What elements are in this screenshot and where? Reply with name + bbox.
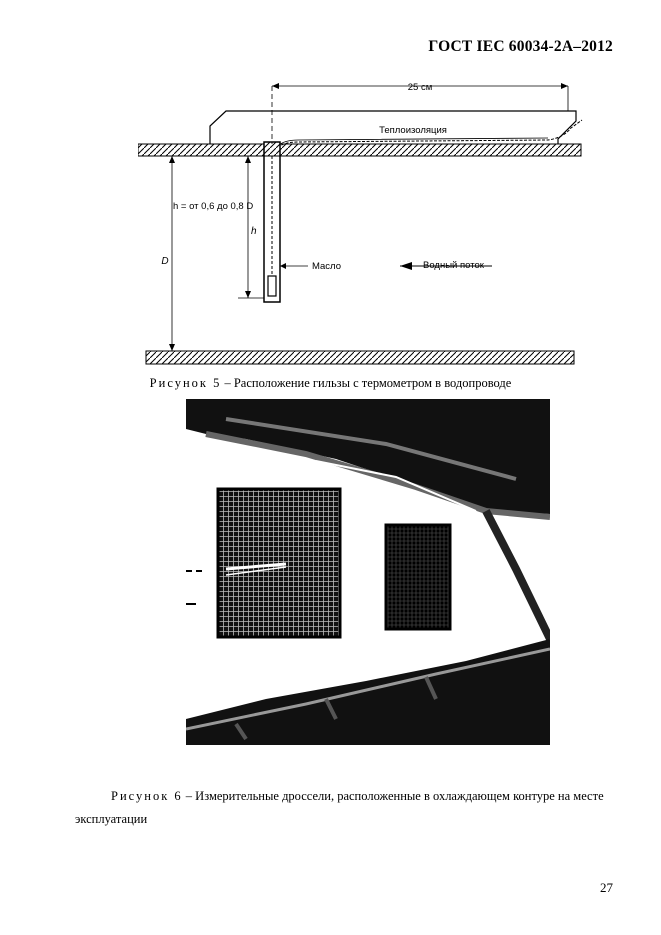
grille-left	[218, 489, 340, 637]
upper-pipe-wall	[138, 144, 581, 156]
figure-5-diagram	[138, 76, 586, 372]
page-number: 27	[600, 880, 613, 895]
figure-5-caption-prefix: Рисунок 5	[149, 376, 222, 390]
figure-5-caption	[0, 376, 661, 391]
h-label: h	[251, 226, 257, 237]
grille-right	[386, 525, 450, 629]
oil-label: Масло	[312, 261, 341, 272]
h-formula: h = от 0,6 до 0,8 D	[173, 201, 254, 212]
figure-6-caption-text: – Измерительные дроссели, расположенные в охлаждающем контуре на месте эксплуатации	[75, 789, 604, 826]
d-label: D	[161, 256, 169, 267]
flow-label: Водный поток	[423, 260, 484, 271]
insulation-label: Теплоизоляция	[379, 125, 447, 136]
figure-6-photo	[186, 399, 550, 745]
figure-6-caption	[75, 785, 605, 831]
figure-6-caption-prefix: Рисунок 6	[111, 789, 183, 803]
thermometer-bulb	[268, 276, 276, 296]
flow-arrow-icon	[400, 262, 412, 270]
figure-5-caption-text: – Расположение гильзы с термометром в водопроводе	[221, 376, 512, 390]
document-header: ГОСТ IEC 60034-2А–2012	[428, 38, 613, 55]
lower-pipe-wall	[146, 351, 574, 364]
dimension-25cm: 25 см	[407, 82, 433, 93]
